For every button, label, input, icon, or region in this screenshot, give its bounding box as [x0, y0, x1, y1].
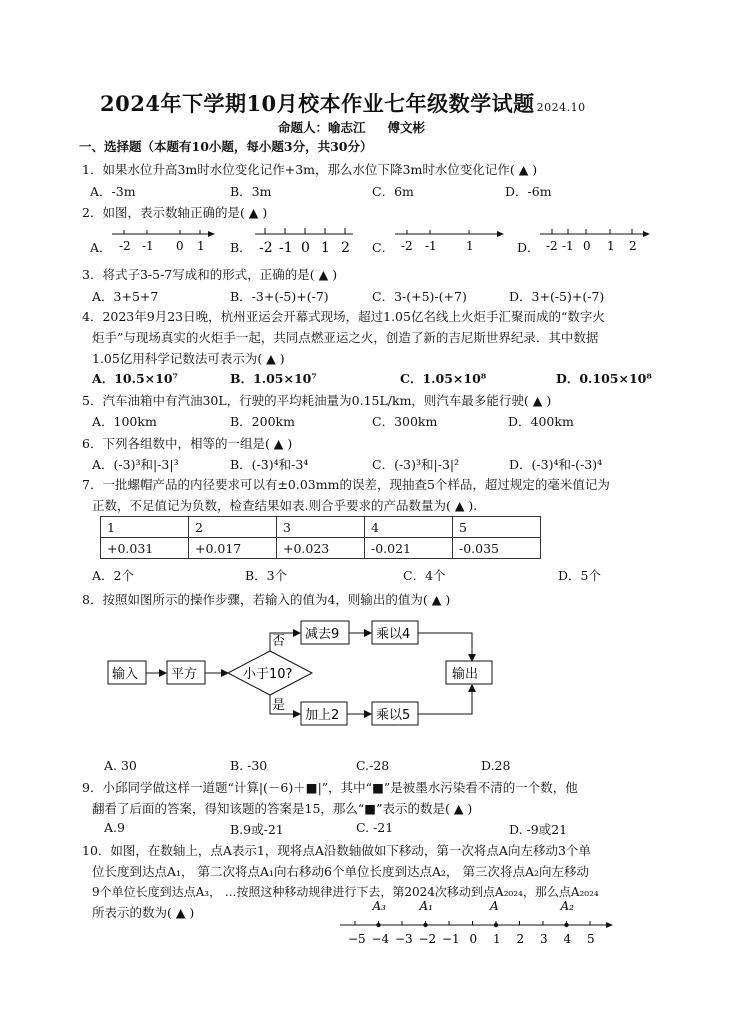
table-cell: 3 [277, 517, 365, 538]
q3-stem: 3．将式子3-5-7写成和的形式，正确的是( ▲ ) [82, 267, 338, 282]
q6-option-b: B．(-3)⁴和-3⁴ [230, 457, 309, 472]
table-row [101, 538, 541, 559]
q9-option-a: A.9 [104, 820, 125, 835]
q3-option-d: D．3+(-5)+(-7) [509, 289, 605, 304]
table-cell: +0.017 [189, 538, 277, 559]
q8-option-d: D.28 [481, 758, 511, 773]
q10-line3: 9个单位长度到达点A₃， ...按照这种移动规律进行下去，第2024次移动到点A₂₀₂₄，那么点A₂₀₂₄ [92, 885, 599, 899]
q2-b-tick-4: 1 [321, 240, 330, 256]
q9-line2: 翻看了后面的答案，得知该题的答案是15，那么“■”表示的数是( ▲ ) [92, 801, 473, 816]
q2-c-tick-3: 1 [466, 239, 474, 253]
table-cell: 4 [365, 517, 453, 538]
flow-input: 输入 [112, 667, 139, 682]
axis-tick-label: 2 [516, 932, 525, 946]
q3-option-c: C．3-(+5)-(+7) [372, 289, 467, 304]
q4-option-d: D．0.105×10⁸ [556, 371, 652, 386]
q4-line2: 炬手”与现场真实的火炬手一起，共同点燃亚运之火，创造了新的吉尼斯世界纪录．其中数据 [92, 330, 599, 345]
axis-point-label: A₁ [419, 899, 433, 913]
axis-point-label: A₂ [560, 899, 574, 913]
axis-tick-label: −5 [348, 932, 366, 946]
q9-option-c: C. -21 [356, 820, 394, 835]
q1-option-d: D．-6m [505, 184, 552, 199]
q4-option-c: C．1.05×10⁸ [400, 371, 487, 386]
q8-option-a: A. 30 [104, 758, 137, 773]
q2-axis-a [112, 226, 217, 258]
q2-d-tick-3: 0 [583, 239, 591, 253]
section-title: 一、选择题（本题有10小题，每小题3分，共30分） [79, 139, 373, 154]
axis-tick-label: −2 [418, 932, 437, 946]
axis-tick-label: 4 [563, 932, 572, 946]
table-cell: -0.035 [453, 538, 541, 559]
axis-tick-label: −3 [395, 932, 413, 946]
q2-d-tick-2: -1 [562, 239, 574, 253]
axis-tick-label: −4 [371, 932, 390, 946]
q2-c-tick-1: -2 [401, 239, 413, 253]
flow-minus9: 减去9 [305, 627, 340, 642]
q2-a-tick-2: -1 [142, 239, 154, 253]
q5-stem: 5．汽车油箱中有汽油30L，行驶的平均耗油量为0.15L/km，则汽车最多能行驶( ▲ ) [82, 393, 552, 408]
author-2: 傅文彬 [387, 120, 426, 135]
q8-stem: 8．按照如图所示的操作步骤，若输入的值为4，则输出的值为( ▲ ) [82, 592, 451, 607]
q6-option-c: C．(-3)³和|-3|² [372, 457, 460, 472]
table-cell: +0.031 [101, 538, 189, 559]
axis-point [423, 923, 427, 927]
flow-times4: 乘以4 [376, 627, 411, 642]
q2-axis-d [540, 226, 652, 258]
flow-output: 输出 [452, 667, 479, 682]
flow-square: 平方 [171, 667, 198, 682]
q7-line2: 正数，不足值记为负数，检查结果如表.则合乎要求的产品数量为( ▲ ). [92, 498, 478, 513]
q2-b-tick-1: -2 [259, 240, 273, 256]
table-cell: 5 [453, 517, 541, 538]
q4-option-a: A．10.5×10⁷ [92, 371, 178, 386]
q2-b-tick-5: 2 [341, 240, 350, 256]
q4-line3: 1.05亿用科学记数法可表示为( ▲ ) [92, 351, 285, 366]
table-cell: -0.021 [365, 538, 453, 559]
axis-tick-label: 3 [540, 932, 548, 946]
flow-no: 否 [272, 634, 286, 649]
q2-axis-b [255, 226, 360, 258]
q1-option-b: B．3m [230, 184, 272, 199]
flow-cond: 小于10? [243, 667, 293, 682]
q2-label-a: A． [90, 240, 112, 255]
axis-point [564, 923, 568, 927]
axis-tick-label: −1 [442, 932, 460, 946]
q9-line1: 9．小邱同学做这样一道题“计算|(－6)＋■|”，其中“■”是被墨水污染看不清的一个数，他 [82, 780, 578, 795]
q9-option-d: D. -9或21 [509, 822, 568, 837]
authors [278, 118, 425, 136]
axis-point [494, 923, 498, 927]
q2-a-tick-4: 1 [197, 239, 205, 253]
q2-axis-c [395, 226, 507, 258]
q10-line1: 10．如图，在数轴上，点A表示1，现将点A沿数轴做如下移动，第一次将点A向左移动3个单 [82, 843, 591, 858]
q7-option-c: C．4个 [403, 568, 446, 583]
q7-option-d: D．5个 [558, 568, 601, 583]
q7-table [100, 516, 541, 559]
title-text: 2024年下学期10月校本作业七年级数学试题 [100, 91, 535, 116]
table-row [101, 517, 541, 538]
axis-point [376, 923, 380, 927]
flow-yes: 是 [272, 698, 286, 713]
q6-option-a: A．(-3)³和|-3|³ [92, 457, 179, 472]
table-cell: 2 [189, 517, 277, 538]
q5-option-a: A．100km [92, 414, 157, 429]
q1-option-c: C．6m [372, 184, 414, 199]
q5-option-b: B．200km [230, 414, 295, 429]
q5-option-d: D．400km [508, 414, 574, 429]
flow-add2: 加上2 [305, 708, 340, 723]
q2-label-c: C． [372, 240, 395, 255]
table-cell: 1 [101, 517, 189, 538]
q2-d-tick-5: 2 [629, 239, 637, 253]
q10-line4: 所表示的数为( ▲ ) [92, 905, 195, 920]
q7-option-a: A．2个 [92, 568, 134, 583]
axis-point-label: A₃ [372, 899, 386, 913]
axis-tick-label: 1 [493, 932, 501, 946]
axis-point-label: A [490, 899, 499, 913]
q9-option-b: B.9或-21 [230, 822, 284, 837]
title-date: 2024.10 [536, 101, 586, 114]
q3-option-b: B．-3+(-5)+(-7) [230, 289, 329, 304]
q1-option-a: A．-3m [90, 184, 136, 199]
table-cell: +0.023 [277, 538, 365, 559]
q4-line1: 4．2023年9月23日晚，杭州亚运会开幕式现场，超过1.05亿名线上火炬手汇聚而成的“数字火 [82, 309, 605, 324]
axis-tick-label: 0 [469, 932, 478, 946]
q2-label-d: D． [517, 240, 540, 255]
axis-tick-label: 5 [587, 932, 595, 946]
q2-b-tick-3: 0 [301, 240, 310, 256]
q2-stem: 2．如图，表示数轴正确的是( ▲ ) [82, 205, 268, 220]
q5-option-c: C．300km [372, 414, 438, 429]
q7-option-b: B．3个 [245, 568, 288, 583]
q7-line1: 7．一批螺帽产品的内径要求可以有±0.03mm的误差，现抽查5个样品，超过规定的毫米值记为 [82, 477, 610, 492]
q8-option-b: B. -30 [230, 758, 268, 773]
q2-label-b: B． [230, 240, 252, 255]
flow-times5: 乘以5 [376, 708, 411, 723]
q8-flowchart [100, 618, 500, 728]
q10-line2: 位长度到达点A₁， 第二次将点A₁向右移动6个单位长度到达点A₂， 第三次将点A₂向左移动 [92, 864, 590, 879]
q10-number-line [340, 898, 620, 958]
q1-stem: 1．如果水位升高3m时水位变化记作+3m，那么水位下降3m时水位变化记作( ▲ ) [82, 162, 538, 177]
q6-option-d: D．(-3)⁴和-(-3)⁴ [509, 457, 603, 472]
q4-option-b: B．1.05×10⁷ [230, 371, 317, 386]
q6-stem: 6．下列各组数中，相等的一组是( ▲ ) [82, 436, 293, 451]
q2-b-tick-2: -1 [279, 240, 293, 256]
q2-a-tick-3: 0 [176, 239, 184, 253]
page-title [100, 88, 586, 118]
q3-option-a: A．3+5+7 [92, 289, 159, 304]
author-1: 命题人：喻志江 [278, 120, 366, 135]
q2-d-tick-4: 1 [607, 239, 615, 253]
q2-d-tick-1: -2 [546, 239, 558, 253]
q2-a-tick-1: -2 [119, 239, 131, 253]
q8-option-c: C.-28 [356, 758, 390, 773]
q2-c-tick-2: -1 [425, 239, 437, 253]
